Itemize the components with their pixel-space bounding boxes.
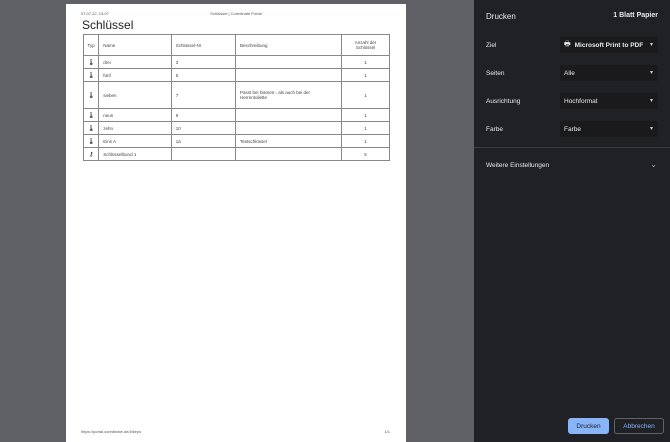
cell-count: 1 — [342, 56, 390, 69]
key-icon: 🌡 — [87, 72, 95, 79]
cancel-button[interactable]: Abbrechen — [614, 418, 664, 434]
cell-nr: 10 — [171, 122, 235, 135]
destination-label: Ziel — [486, 42, 497, 49]
cell-name: drei — [99, 56, 171, 69]
orientation-value: Hochformat — [564, 97, 598, 105]
pages-label: Seiten — [486, 70, 505, 77]
sheet-count: 1 Blatt Papier — [613, 12, 658, 19]
divider — [474, 147, 670, 148]
cell-count: 1 — [342, 109, 390, 122]
table-row — [84, 56, 390, 69]
cell-count: 1 — [342, 82, 390, 109]
col-header-count: Anzahl der Schlüssel — [342, 35, 390, 56]
more-settings-toggle[interactable]: Weitere Einstellungen — [486, 162, 550, 169]
print-button[interactable]: Drucken — [568, 418, 609, 434]
destination-select[interactable] — [560, 37, 658, 53]
printer-icon: 🖶 — [564, 40, 571, 48]
table-row — [84, 109, 390, 122]
destination-value: Microsoft Print to PDF — [574, 41, 644, 49]
cell-name: sieben — [99, 82, 171, 109]
cell-name: zehn — [99, 122, 171, 135]
dropdown-arrow-icon: ▾ — [649, 42, 653, 48]
cell-desc: Testschlüssel — [235, 135, 341, 148]
color-value: Farbe — [564, 125, 581, 133]
cell-name: Eins A — [99, 135, 171, 148]
cell-nr — [171, 148, 235, 161]
preview-page — [66, 4, 406, 442]
keys-table — [83, 34, 390, 161]
chevron-down-icon[interactable]: ⌄ — [650, 160, 657, 169]
cell-name: fünf — [99, 69, 171, 82]
orientation-label: Ausrichtung — [486, 98, 521, 105]
col-header-typ: Typ — [84, 35, 99, 56]
cell-count: 1 — [342, 69, 390, 82]
table-row — [84, 69, 390, 82]
orientation-select[interactable] — [560, 93, 658, 109]
dropdown-arrow-icon: ▾ — [649, 126, 653, 132]
col-header-desc: Beschreibung — [235, 35, 341, 56]
print-settings-panel — [474, 0, 670, 442]
cell-desc — [235, 69, 341, 82]
cell-nr: 1a — [171, 135, 235, 148]
cell-name: Schlüsselbund 1 — [99, 148, 171, 161]
document-title: Schlüssel — [82, 18, 134, 32]
cell-count: 5 — [342, 148, 390, 161]
cell-desc — [235, 109, 341, 122]
pages-select[interactable] — [560, 65, 658, 81]
key-icon: 🌡 — [87, 112, 95, 119]
cell-count: 1 — [342, 135, 390, 148]
cell-nr: 7 — [171, 82, 235, 109]
cell-count: 1 — [342, 122, 390, 135]
table-row — [84, 122, 390, 135]
header-date: 07.07.22, 13:07 — [81, 11, 109, 16]
col-header-nr: Schlüssel-Nr — [171, 35, 235, 56]
table-row — [84, 148, 390, 161]
keyring-icon: ⚷ — [88, 151, 94, 158]
col-header-name: Name — [99, 35, 171, 56]
key-icon: 🌡 — [87, 138, 95, 145]
table-header-row — [84, 35, 390, 56]
cell-desc — [235, 148, 341, 161]
key-icon: 🌡 — [87, 125, 95, 132]
key-icon: 🌡 — [87, 92, 95, 99]
table-row — [84, 82, 390, 109]
dropdown-arrow-icon: ▾ — [649, 70, 653, 76]
footer-url: https://portal.coredinate.de/#/keys — [81, 429, 142, 434]
cell-desc — [235, 56, 341, 69]
header-title: Schlüssel | Coredinate Portal — [210, 11, 262, 16]
pages-value: Alle — [564, 69, 575, 77]
cell-nr: 9 — [171, 109, 235, 122]
color-label: Farbe — [486, 126, 503, 133]
cell-nr: 5 — [171, 69, 235, 82]
table-row — [84, 135, 390, 148]
key-icon: 🌡 — [87, 59, 95, 66]
cell-name: neun — [99, 109, 171, 122]
footer-page-number: 1/1 — [384, 429, 390, 434]
cell-desc: Passt bei Damen-, als auch bei der Herrentoilette — [235, 82, 341, 109]
cell-desc — [235, 122, 341, 135]
panel-title: Drucken — [486, 12, 516, 21]
cell-nr: 3 — [171, 56, 235, 69]
color-select[interactable] — [560, 121, 658, 137]
dropdown-arrow-icon: ▾ — [649, 98, 653, 104]
